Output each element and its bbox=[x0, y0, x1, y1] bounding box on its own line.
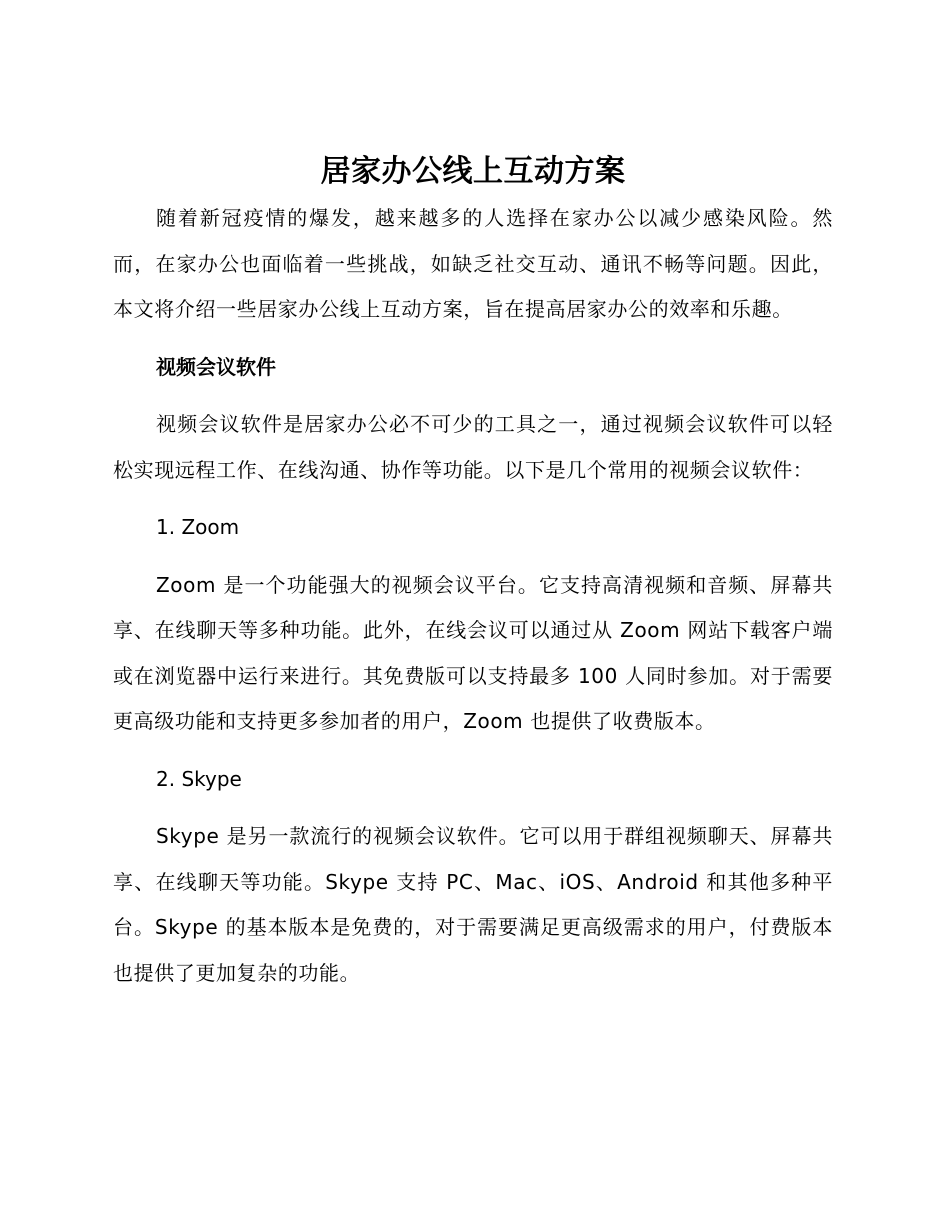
intro-paragraph: 随着新冠疫情的爆发，越来越多的人选择在家办公以减少感染风险。然而，在家办公也面临着一些挑战，如缺乏社交互动、通讯不畅等问题。因此，本文将介绍一些居家办公线上互动方案，旨在提高居家办公的效率和乐趣。 bbox=[113, 206, 833, 321]
section-paragraph-video-software: 视频会议软件是居家办公必不可少的工具之一，通过视频会议软件可以轻松实现远程工作、在线沟通、协作等功能。以下是几个常用的视频会议软件： bbox=[113, 412, 833, 482]
spacer bbox=[113, 551, 833, 563]
section-heading-video-software: 视频会议软件 bbox=[156, 354, 276, 379]
item-paragraph-skype: Skype 是另一款流行的视频会议软件。它可以用于群组视频聊天、屏幕共享、在线聊天等功能。Skype 支持 PC、Mac、iOS、Android 和其他多种平台。Skype 的基本版本是免费的，对于需要满足更高级需求的用户，付费版本也提供了更加复杂的功能。 bbox=[113, 824, 833, 985]
item-paragraph-zoom: Zoom 是一个功能强大的视频会议平台。它支持高清视频和音频、屏幕共享、在线聊天等多种功能。此外，在线会议可以通过从 Zoom 网站下载客户端或在浏览器中运行来进行。其免费版可以支持最多 100 人同时参加。对于需要更高级功能和支持更多参加者的用户，Zoom 也提供了收费版本。 bbox=[113, 572, 833, 733]
spacer bbox=[113, 493, 833, 505]
spacer bbox=[113, 802, 833, 814]
item-heading-skype: 2. Skype bbox=[156, 766, 242, 791]
spacer bbox=[113, 745, 833, 757]
item-heading-zoom: 1. Zoom bbox=[156, 515, 240, 539]
spacer bbox=[113, 390, 833, 402]
spacer bbox=[113, 333, 833, 345]
document-title: 居家办公线上互动方案 bbox=[320, 154, 626, 189]
document-content bbox=[113, 148, 833, 996]
